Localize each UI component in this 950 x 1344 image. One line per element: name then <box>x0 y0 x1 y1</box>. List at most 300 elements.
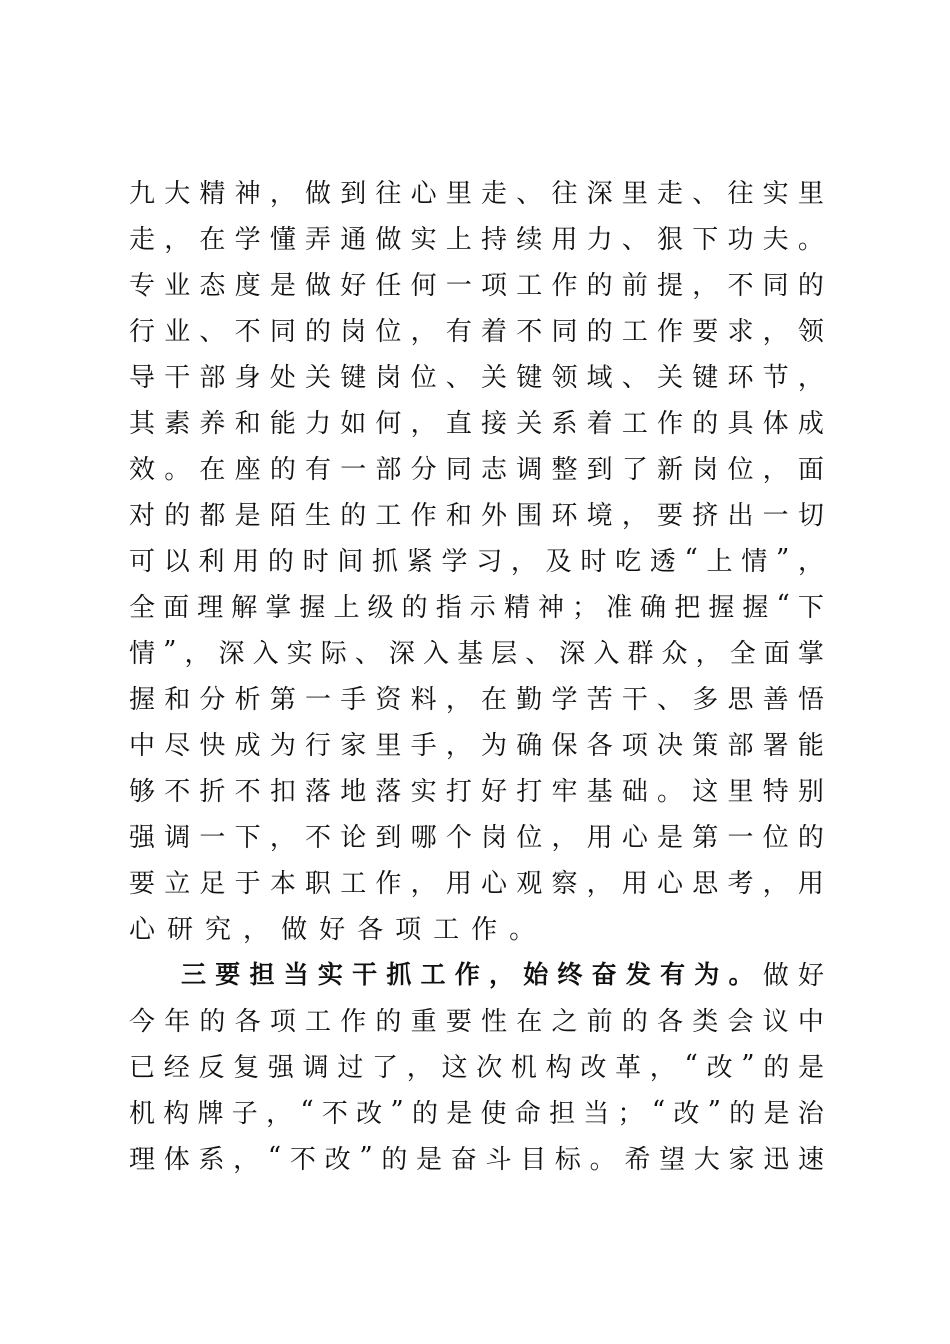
text-char: ， <box>164 224 191 255</box>
text-char: 调 <box>164 822 191 853</box>
text-char: 复 <box>233 1052 260 1083</box>
text-char: 实 <box>317 960 343 989</box>
text-char: 各 <box>234 1006 261 1037</box>
text-char: 是 <box>234 500 261 531</box>
text-char: 终 <box>557 960 583 989</box>
text-char: 做 <box>375 224 402 255</box>
text-char: ， <box>692 270 719 301</box>
text-char: 经 <box>163 1052 190 1083</box>
text-char: 强 <box>267 1052 294 1083</box>
text-char: “ <box>684 544 698 574</box>
text-char: 足 <box>199 868 226 899</box>
text-char: 弄 <box>305 224 332 255</box>
text-char: 岗 <box>692 454 719 485</box>
text-char: ， <box>797 362 824 393</box>
text-char: 论 <box>340 822 367 853</box>
text-line <box>129 444 824 490</box>
text-char: 入 <box>252 638 279 669</box>
text-char: 心 <box>410 178 437 209</box>
text-char: 、 <box>354 638 381 669</box>
text-char: 具 <box>727 408 754 439</box>
text-char: 是 <box>657 822 684 853</box>
text-char: “ <box>300 1096 314 1126</box>
text-char: 吃 <box>615 546 642 577</box>
text-char: 为 <box>481 730 508 761</box>
text-char: ， <box>695 638 722 669</box>
text-char: 整 <box>551 454 578 485</box>
text-char: 九 <box>129 178 156 209</box>
text-char: 今 <box>129 1006 156 1037</box>
text-char: 工 <box>340 868 367 899</box>
text-char: 业 <box>164 270 191 301</box>
text-char: 、 <box>621 362 648 393</box>
text-char: 上 <box>445 224 472 255</box>
text-char: 够 <box>129 776 156 807</box>
text-char: 重 <box>410 1006 437 1037</box>
text-char: 治 <box>797 1098 824 1129</box>
text-char: ， <box>445 730 472 761</box>
text-char: 系 <box>551 408 578 439</box>
text-char: 改 <box>356 1098 383 1129</box>
text-char: 示 <box>469 592 496 623</box>
text-char: 同 <box>445 454 472 485</box>
text-char: 一 <box>199 822 226 853</box>
text-char: 目 <box>520 1144 547 1175</box>
text-line <box>129 628 824 674</box>
text-char: 为 <box>694 960 720 989</box>
text-char: 关 <box>305 362 332 393</box>
text-char: 的 <box>375 1006 402 1037</box>
text-char: 的 <box>729 1098 756 1129</box>
text-char: 着 <box>586 408 613 439</box>
text-char: 位 <box>516 822 543 853</box>
text-char: “ <box>651 1096 666 1126</box>
text-line <box>129 306 824 352</box>
text-char: ， <box>410 868 437 899</box>
text-char: 抓 <box>386 960 412 989</box>
text-char: 作 <box>657 408 684 439</box>
text-char: 的 <box>164 500 191 531</box>
text-char: 是 <box>763 1098 790 1129</box>
text-char: 精 <box>503 592 530 623</box>
text-char: 快 <box>199 730 226 761</box>
text-char: 工 <box>621 316 648 347</box>
text-char: 的 <box>401 592 428 623</box>
text-char: 成 <box>234 730 261 761</box>
text-char: ， <box>266 1098 293 1129</box>
text-line <box>129 490 824 536</box>
text-char: 域 <box>586 362 613 393</box>
text-char: 手 <box>410 730 437 761</box>
text-char: 哪 <box>410 822 437 853</box>
text-char: 的 <box>621 1006 648 1037</box>
text-char: 议 <box>762 1006 789 1037</box>
text-char: 决 <box>657 730 684 761</box>
text-char: 深 <box>559 638 586 669</box>
text-char: ， <box>649 1052 676 1083</box>
text-char: 础 <box>621 776 648 807</box>
text-char: 效 <box>129 454 156 485</box>
text-char: 之 <box>551 1006 578 1037</box>
text-char: 好 <box>797 960 824 991</box>
text-char: 本 <box>269 868 296 899</box>
text-line <box>129 214 824 260</box>
text-char: 项 <box>269 1006 296 1037</box>
text-char: 的 <box>586 270 613 301</box>
text-char: 命 <box>514 1098 541 1129</box>
text-char: 心 <box>621 822 648 853</box>
text-char: 作 <box>551 270 578 301</box>
text-char: 家 <box>340 730 367 761</box>
text-char: 的 <box>763 1052 790 1083</box>
text-char: 的 <box>692 408 719 439</box>
text-char: 、 <box>516 178 543 209</box>
text-char: 做 <box>762 960 789 991</box>
text-char: 发 <box>625 960 651 989</box>
text-char: 好 <box>340 270 367 301</box>
text-char: 度 <box>234 270 261 301</box>
text-char: 里 <box>375 730 402 761</box>
text-char: 会 <box>727 1006 754 1037</box>
text-char: 理 <box>197 592 224 623</box>
text-char: 环 <box>727 362 754 393</box>
text-char: 里 <box>621 178 648 209</box>
text-char: 作 <box>340 1006 367 1037</box>
text-char: 位 <box>762 822 789 853</box>
text-char: 深 <box>586 178 613 209</box>
text-char: 个 <box>445 822 472 853</box>
text-char: 究 <box>205 914 232 945</box>
text-char: 思 <box>727 684 754 715</box>
text-char: 在 <box>481 684 508 715</box>
text-char: 这 <box>441 1052 468 1083</box>
text-char: 走 <box>657 178 684 209</box>
text-char: 在 <box>516 1006 543 1037</box>
text-char: 力 <box>305 408 332 439</box>
text-char: 实 <box>410 776 437 807</box>
text-char: 工 <box>420 960 446 989</box>
text-char: 导 <box>129 362 156 393</box>
text-line <box>129 582 824 628</box>
text-char: 心 <box>657 868 684 899</box>
text-char: 位 <box>727 454 754 485</box>
text-char: 做 <box>305 178 332 209</box>
text-char: 狠 <box>657 224 684 255</box>
text-char: 立 <box>164 868 191 899</box>
text-char: 各 <box>586 730 613 761</box>
text-char: 体 <box>163 1144 190 1175</box>
text-char: 革 <box>615 1052 642 1083</box>
text-char: 围 <box>516 500 543 531</box>
text-char: 抓 <box>372 546 399 577</box>
text-char: 专 <box>129 270 156 301</box>
text-char: 要 <box>657 500 684 531</box>
text-char: 实 <box>762 178 789 209</box>
text-char: 部 <box>199 362 226 393</box>
text-char: 工 <box>516 270 543 301</box>
text-char: 的 <box>797 270 824 301</box>
text-char: 面 <box>763 638 790 669</box>
text-char: 改 <box>580 1052 607 1083</box>
text-char: 面 <box>797 454 824 485</box>
text-char: 以 <box>163 546 190 577</box>
text-char: 接 <box>481 408 508 439</box>
text-char: 在 <box>199 454 226 485</box>
text-char: ， <box>269 822 296 853</box>
text-char: 指 <box>435 592 462 623</box>
text-char: 作 <box>657 316 684 347</box>
text-char: ， <box>762 868 789 899</box>
text-char: 基 <box>457 638 484 669</box>
text-char: 机 <box>129 1098 156 1129</box>
text-char: 的 <box>797 822 824 853</box>
text-char: 和 <box>164 684 191 715</box>
text-char: 走 <box>129 224 156 255</box>
text-char: 有 <box>305 454 332 485</box>
text-char: 是 <box>446 1098 473 1129</box>
text-char: 能 <box>269 408 296 439</box>
text-char: ， <box>551 822 578 853</box>
text-char: 性 <box>481 1006 508 1037</box>
text-char: 何 <box>410 270 437 301</box>
text-char: 握 <box>742 592 769 623</box>
text-char: 第 <box>269 684 296 715</box>
text-char: 提 <box>657 270 684 301</box>
text-char: ， <box>762 316 789 347</box>
text-char: 。 <box>589 1144 616 1175</box>
text-char: 子 <box>231 1098 258 1129</box>
text-char: 到 <box>586 454 613 485</box>
text-char: 全 <box>729 638 756 669</box>
text-char: 构 <box>545 1052 572 1083</box>
text-char: 级 <box>367 592 394 623</box>
text-char: 成 <box>797 408 824 439</box>
text-char: ， <box>410 408 437 439</box>
text-char: 外 <box>481 500 508 531</box>
text-char: 三 <box>181 960 207 989</box>
text-char: ， <box>406 1052 433 1083</box>
text-char: 际 <box>320 638 347 669</box>
text-char: 奋 <box>591 960 617 989</box>
text-char: 握 <box>708 592 735 623</box>
text-char: 用 <box>586 822 613 853</box>
text-char: ” <box>359 1142 373 1172</box>
text-char: 多 <box>692 684 719 715</box>
text-char: 要 <box>215 960 241 989</box>
text-char: 和 <box>234 408 261 439</box>
text-char: 领 <box>551 362 578 393</box>
text-char: 神 <box>234 178 261 209</box>
text-line <box>129 352 824 398</box>
text-char: 透 <box>649 546 676 577</box>
text-char: 机 <box>510 1052 537 1083</box>
text-char: 一 <box>305 684 332 715</box>
text-char: 素 <box>164 408 191 439</box>
text-char: 紧 <box>406 546 433 577</box>
text-char: 为 <box>269 730 296 761</box>
text-char: ； <box>617 1098 644 1129</box>
text-char: 前 <box>621 270 648 301</box>
text-char: ， <box>586 868 613 899</box>
text-char: 保 <box>551 730 578 761</box>
text-char: 的 <box>267 546 294 577</box>
text-char: 反 <box>198 1052 225 1083</box>
text-char: ， <box>510 546 537 577</box>
body-text <box>129 168 824 1180</box>
text-char: ， <box>445 684 472 715</box>
text-char: 岗 <box>340 316 367 347</box>
text-char: 项 <box>481 270 508 301</box>
text-char: 和 <box>445 500 472 531</box>
text-char: 对 <box>129 500 156 531</box>
text-char: 求 <box>727 316 754 347</box>
text-char: 用 <box>445 868 472 899</box>
text-line <box>129 536 824 582</box>
text-char: 使 <box>480 1098 507 1129</box>
text-char: 、 <box>199 316 226 347</box>
text-char: 陌 <box>269 500 296 531</box>
text-char: 入 <box>422 638 449 669</box>
text-char: ” <box>741 1050 755 1080</box>
text-char: 同 <box>269 316 296 347</box>
text-char: 领 <box>797 316 824 347</box>
text-char: 一 <box>762 500 789 531</box>
text-char: 干 <box>352 960 378 989</box>
text-char: 键 <box>516 362 543 393</box>
text-char: 扣 <box>269 776 296 807</box>
text-char: ； <box>572 592 599 623</box>
text-char: 切 <box>797 500 824 531</box>
text-char: 用 <box>621 868 648 899</box>
text-char: 握 <box>299 592 326 623</box>
text-char: 的 <box>381 1144 408 1175</box>
text-char: 是 <box>797 1052 824 1083</box>
text-char: 工 <box>433 914 460 945</box>
text-char: 解 <box>231 592 258 623</box>
text-char: 牌 <box>197 1098 224 1129</box>
text-char: 望 <box>659 1144 686 1175</box>
text-char: 系 <box>198 1144 225 1175</box>
text-char: 学 <box>441 546 468 577</box>
text-char: 落 <box>375 776 402 807</box>
text-char: 项 <box>621 730 648 761</box>
text-char: 新 <box>657 454 684 485</box>
text-char: 精 <box>199 178 226 209</box>
text-char: 担 <box>249 960 275 989</box>
text-line <box>129 168 824 214</box>
text-char: 的 <box>411 1098 438 1129</box>
text-char: 行 <box>305 730 332 761</box>
text-char: 节 <box>762 362 789 393</box>
text-line <box>129 996 824 1042</box>
text-char: 时 <box>580 546 607 577</box>
text-char: ” <box>707 1096 721 1126</box>
text-char: 作 <box>375 868 402 899</box>
text-char: 速 <box>797 1144 824 1175</box>
text-char: 不 <box>321 1098 348 1129</box>
text-char: ， <box>797 546 824 577</box>
text-char: 、 <box>621 224 648 255</box>
text-char: 群 <box>627 638 654 669</box>
text-char: 希 <box>624 1144 651 1175</box>
text-char: 位 <box>410 362 437 393</box>
text-char: 标 <box>554 1144 581 1175</box>
text-char: 心 <box>129 914 156 945</box>
text-char: 到 <box>375 822 402 853</box>
text-char: 一 <box>727 822 754 853</box>
text-char: 处 <box>269 362 296 393</box>
text-line <box>129 766 824 812</box>
text-char: 工 <box>621 408 648 439</box>
text-char: 挤 <box>692 500 719 531</box>
text-char: 下 <box>692 224 719 255</box>
text-char: 直 <box>445 408 472 439</box>
text-char: 作 <box>454 960 480 989</box>
text-char: 思 <box>692 868 719 899</box>
text-char: 调 <box>302 1052 329 1083</box>
text-char: 始 <box>523 960 549 989</box>
text-char: ， <box>488 960 514 989</box>
text-char: 上 <box>333 592 360 623</box>
text-char: 习 <box>476 546 503 577</box>
text-char: 业 <box>164 316 191 347</box>
text-char: 已 <box>129 1052 156 1083</box>
text-char: 担 <box>549 1098 576 1129</box>
text-char: 握 <box>129 684 156 715</box>
text-char: 干 <box>164 362 191 393</box>
text-char: 不 <box>305 822 332 853</box>
text-char: 。 <box>164 454 191 485</box>
text-char: ， <box>233 1144 260 1175</box>
text-char: 署 <box>762 730 789 761</box>
text-char: 功 <box>727 224 754 255</box>
text-char: 力 <box>586 224 613 255</box>
text-char: 生 <box>305 500 332 531</box>
text-char: 行 <box>129 316 156 347</box>
text-char: 通 <box>340 224 367 255</box>
text-char: 深 <box>218 638 245 669</box>
text-char: 当 <box>583 1098 610 1129</box>
text-char: 类 <box>692 1006 719 1037</box>
text-char: 用 <box>797 868 824 899</box>
text-char: 层 <box>491 638 518 669</box>
text-char: 到 <box>340 178 367 209</box>
text-line <box>129 1042 824 1088</box>
text-line <box>129 812 824 858</box>
text-char: 着 <box>481 316 508 347</box>
text-line <box>129 1088 824 1134</box>
text-char: 苦 <box>586 684 613 715</box>
text-char: 关 <box>481 362 508 393</box>
text-line <box>129 858 824 904</box>
text-char: 干 <box>621 684 648 715</box>
text-char: 利 <box>198 546 225 577</box>
text-char: 善 <box>762 684 789 715</box>
text-char: “ <box>267 1142 282 1172</box>
text-char: 续 <box>516 224 543 255</box>
text-char: ， <box>269 178 296 209</box>
text-char: 、 <box>692 178 719 209</box>
text-char: 懂 <box>269 224 296 255</box>
text-char: 一 <box>445 270 472 301</box>
text-char: 强 <box>129 822 156 853</box>
text-char: 改 <box>706 1052 733 1083</box>
text-char: 作 <box>410 500 437 531</box>
text-char: 勤 <box>516 684 543 715</box>
text-char: 地 <box>340 776 367 807</box>
text-char: 奋 <box>450 1144 477 1175</box>
text-char: 可 <box>129 546 156 577</box>
